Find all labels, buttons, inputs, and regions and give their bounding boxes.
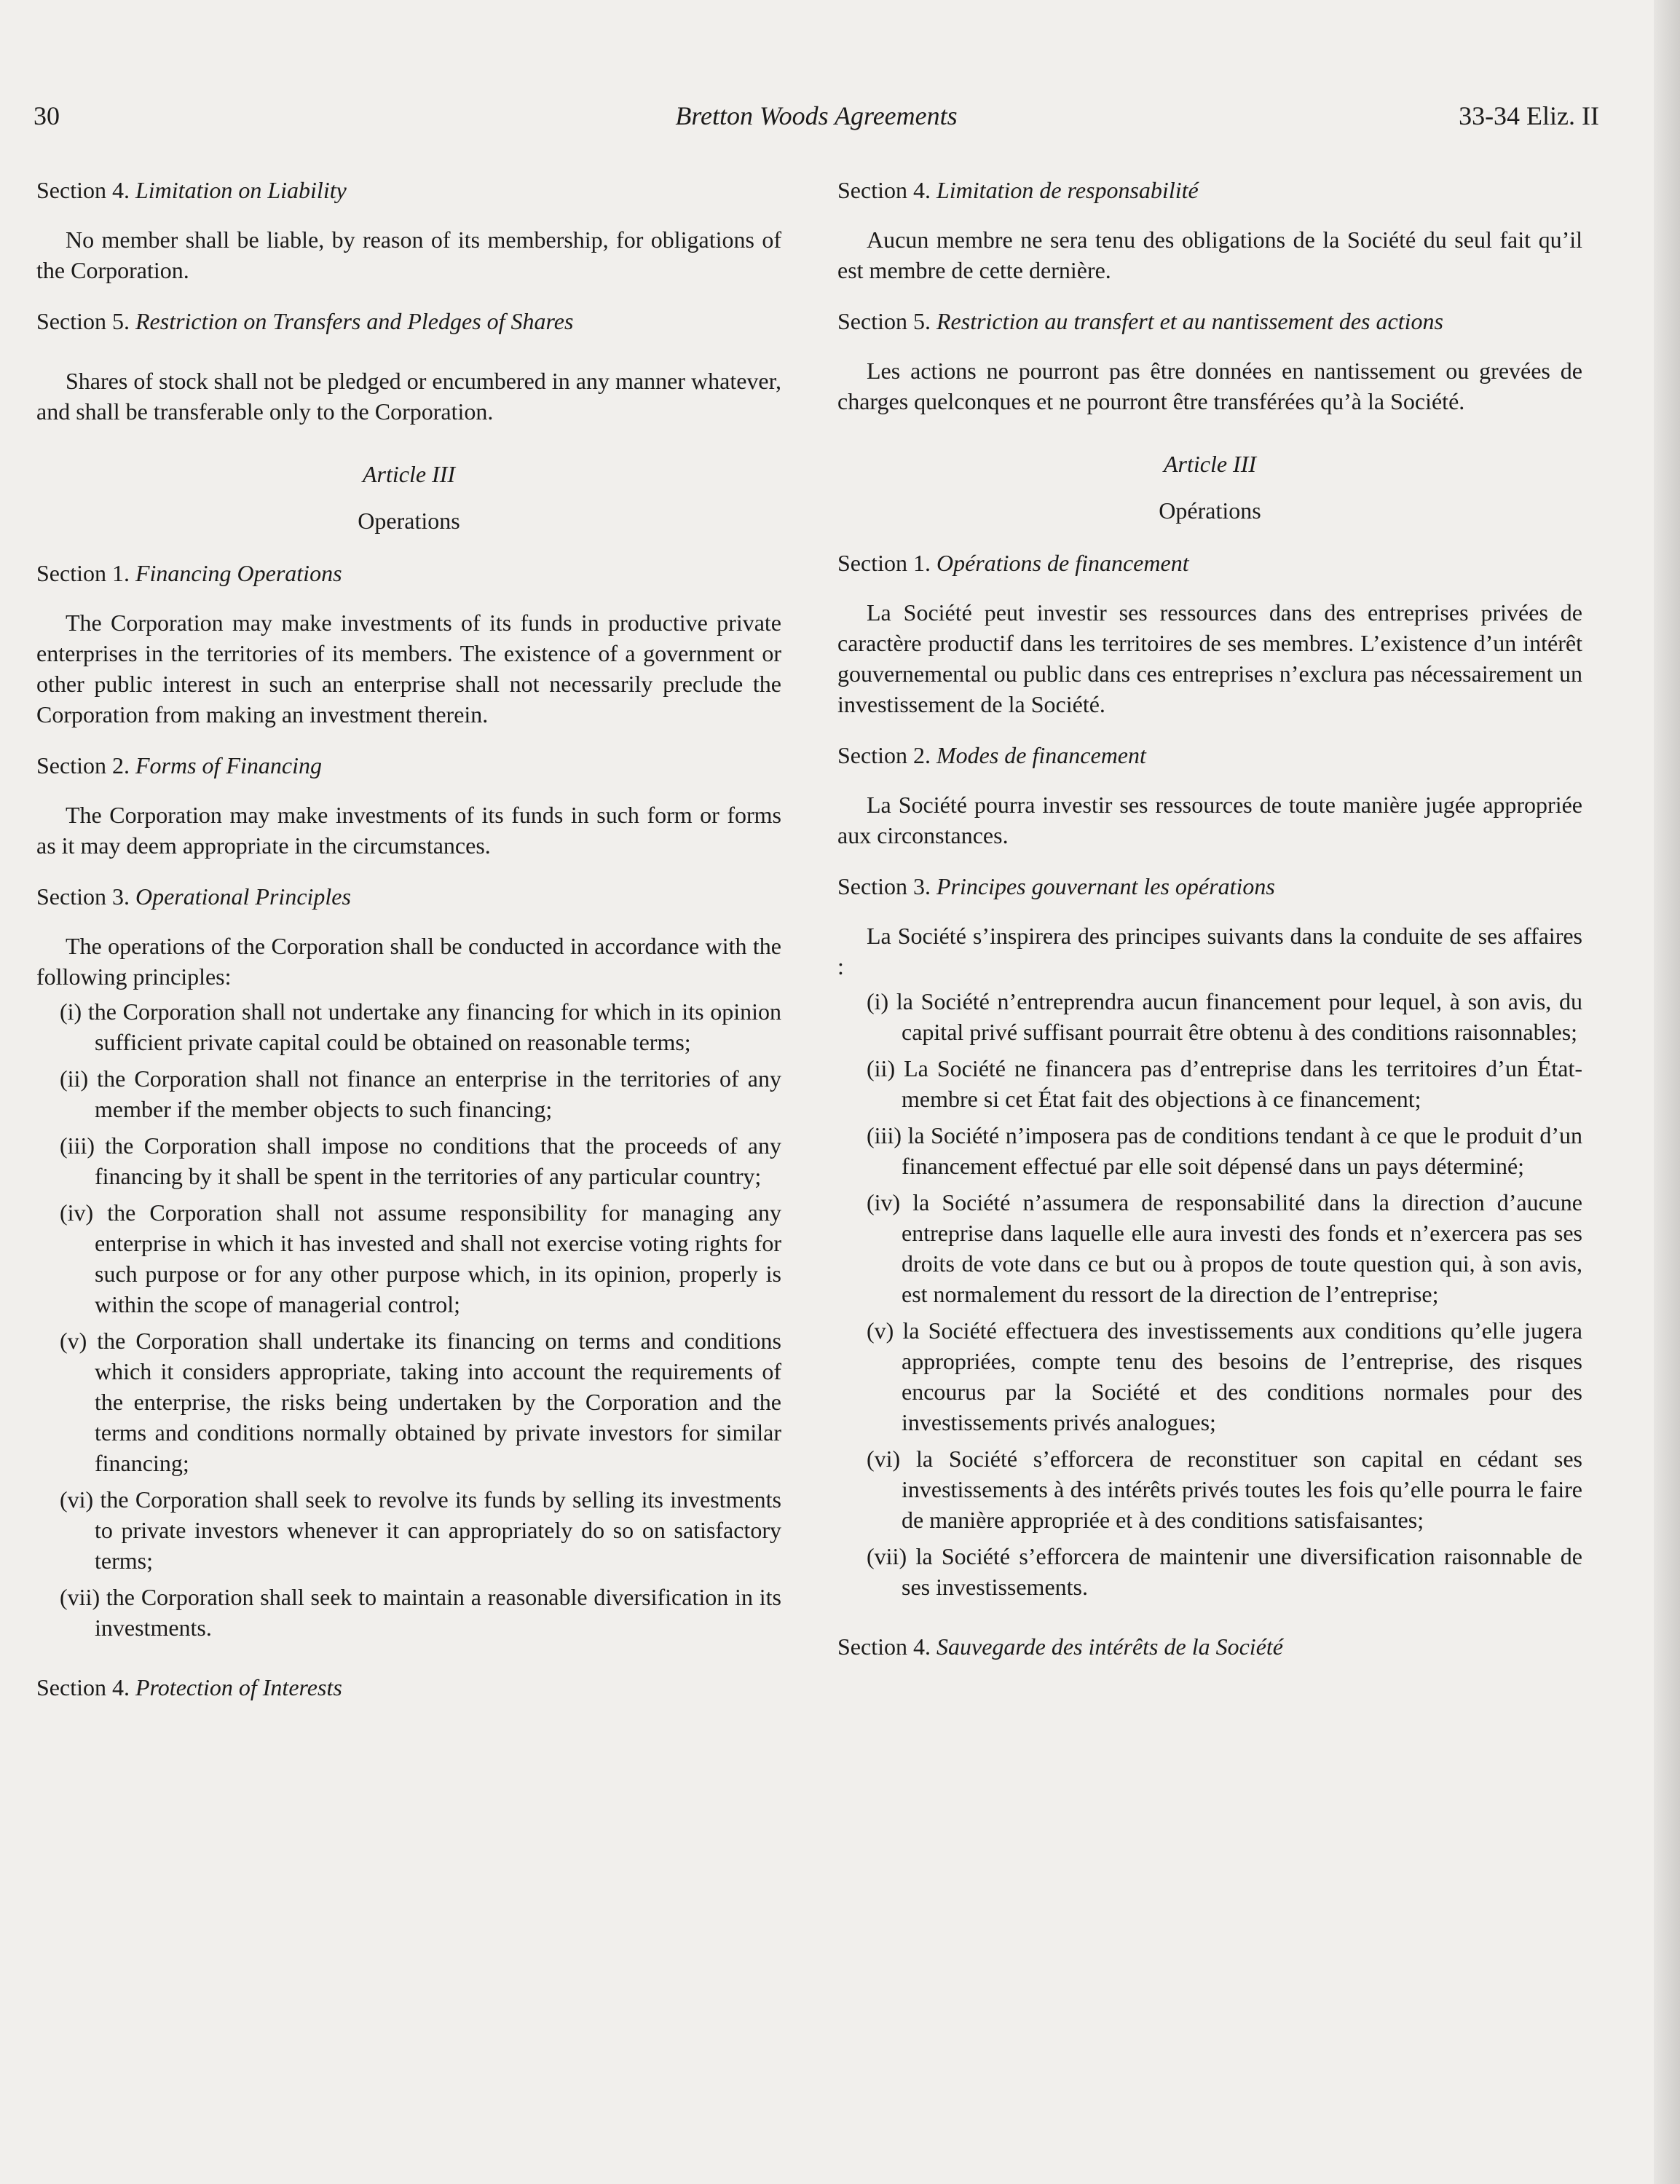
running-title: Bretton Woods Agreements: [675, 101, 958, 130]
list-item: (ii) the Corporation shall not finance an enterprise in the territories of any member if the member objects to such financing;: [60, 1065, 781, 1122]
paragraph: The Corporation may make investments of its funds in such form or forms as it may deem appropriate in the circumstances.: [36, 802, 781, 859]
section-heading: Section 1. Opérations de financement: [837, 550, 1189, 576]
english-column: [36, 175, 781, 1722]
paragraph: La Société peut investir ses ressources dans des entreprises privées de caractère productif dans les territoires de ses membres. L’existence d’un intérêt gouvernemental ou public dans ces entreprises n’exclura pas nécessairement un investissement de la Société.: [837, 599, 1582, 717]
paragraph: The Corporation may make investments of its funds in productive private enterprises in the territories of its members. The existence of a government or other public interest in such an enterprise shall not necessarily preclude the Corporation from making an investment therein.: [36, 610, 781, 728]
article-subtitle: Operations: [358, 508, 460, 534]
paragraph: La Société s’inspirera des principes suivants dans la conduite de ses affaires :: [837, 923, 1582, 979]
running-header: [33, 100, 1599, 144]
list-item: (iv) la Société n’assumera de responsabilité dans la direction d’aucune entreprise dans laquelle elle aura investi des fonds et n’exercera pas ses droits de vote dans ce but ou à propos de toute question qui, à son avis, est normalement du ressort de la direction de l’entreprise;: [867, 1189, 1582, 1307]
section-heading: Section 3. Principes gouvernant les opérations: [837, 873, 1275, 899]
list-item: (vi) la Société s’efforcera de reconstituer son capital en cédant ses investissements à des intérêts privés toutes les fois qu’elle pourra le faire de manière appropriée et à des conditions satisfaisantes;: [867, 1446, 1582, 1533]
section-heading: Section 3. Operational Principles: [36, 883, 351, 910]
paragraph: The operations of the Corporation shall be conducted in accordance with the following principles:: [36, 933, 781, 990]
section-heading: Section 5. Restriction au transfert et au nantissement des actions: [837, 308, 1443, 334]
list-item: (vii) la Société s’efforcera de maintenir une diversification raisonnable de ses investissements.: [867, 1543, 1582, 1600]
list-item: (ii) La Société ne financera pas d’entreprise dans les territoires d’un État-membre si cet État fait des objections à ce financement;: [867, 1055, 1582, 1112]
principles-list: [837, 986, 1582, 1602]
list-item: (vii) the Corporation shall seek to maintain a reasonable diversification in its investments.: [60, 1584, 781, 1641]
principles-list: [36, 996, 781, 1643]
section-heading: Section 4. Protection of Interests: [36, 1674, 342, 1700]
paragraph: Shares of stock shall not be pledged or encumbered in any manner whatever, and shall be transferable only to the Corporation.: [36, 368, 781, 425]
section-heading: Section 2. Forms of Financing: [36, 752, 322, 778]
article-heading: Article III: [362, 461, 456, 487]
page-edge-shadow: [1654, 0, 1680, 2184]
french-column: [837, 175, 1582, 1681]
paragraph: Aucun membre ne sera tenu des obligations de la Société du seul fait qu’il est membre de cette dernière.: [837, 226, 1582, 283]
list-item: (iii) la Société n’imposera pas de conditions tendant à ce que le produit d’un financement effectué par elle soit dépensé dans un pays déterminé;: [867, 1122, 1582, 1179]
regnal-citation: 33-34 Eliz. II: [1459, 101, 1599, 130]
list-item: (iii) the Corporation shall impose no conditions that the proceeds of any financing by it shall be spent in the territories of any particular country;: [60, 1132, 781, 1189]
paragraph: No member shall be liable, by reason of its membership, for obligations of the Corporation.: [36, 226, 781, 283]
list-item: (v) la Société effectuera des investissements aux conditions qu’elle jugera appropriées, compte tenu des besoins de l’entreprise, des risques encourus par la Société et des conditions normales pour des investissements privés analogues;: [867, 1317, 1582, 1435]
section-heading: Section 5. Restriction on Transfers and Pledges of Shares: [36, 308, 574, 334]
paragraph: Les actions ne pourront pas être données en nantissement ou grevées de charges quelconques et ne pourront être transférées qu’à la Société.: [837, 358, 1582, 414]
section-heading: Section 4. Limitation on Liability: [36, 177, 347, 203]
section-heading: Section 4. Limitation de responsabilité: [837, 177, 1199, 203]
section-heading: Section 4. Sauvegarde des intérêts de la Société: [837, 1633, 1283, 1660]
list-item: (i) the Corporation shall not undertake any financing for which in its opinion sufficient private capital could be obtained on reasonable terms;: [60, 998, 781, 1055]
section-heading: Section 1. Financing Operations: [36, 560, 342, 586]
article-heading: Article III: [1163, 451, 1257, 477]
list-item: (iv) the Corporation shall not assume responsibility for managing any enterprise in which it has invested and shall not exercise voting rights for such purpose or for any other purpose which, in its opinion, properly is within the scope of managerial control;: [60, 1199, 781, 1317]
section-heading: Section 2. Modes de financement: [837, 742, 1146, 768]
list-item: (v) the Corporation shall undertake its financing on terms and conditions which it considers appropriate, taking into account the requirements of the enterprise, the risks being undertaken by the Corporation and the terms and conditions normally obtained by private investors for similar financing;: [60, 1328, 781, 1476]
list-item: (vi) the Corporation shall seek to revolve its funds by selling its investments to private investors whenever it can appropriately do so on satisfactory terms;: [60, 1486, 781, 1574]
article-subtitle: Opérations: [1159, 497, 1261, 524]
page-number: 30: [33, 101, 60, 130]
list-item: (i) la Société n’entreprendra aucun financement pour lequel, à son avis, du capital privé suffisant pourrait être obtenu à des conditions raisonnables;: [867, 988, 1582, 1045]
paragraph: La Société pourra investir ses ressources de toute manière jugée appropriée aux circonstances.: [837, 792, 1582, 848]
